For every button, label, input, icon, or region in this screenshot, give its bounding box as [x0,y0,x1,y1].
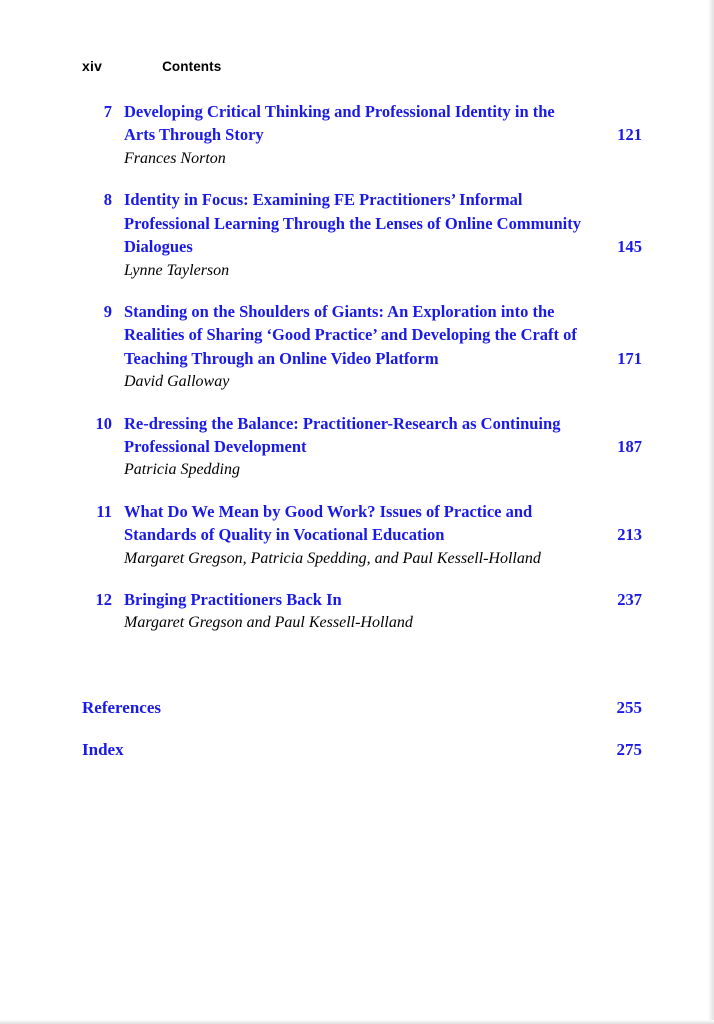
toc-entry[interactable] [82,588,642,635]
chapter-title[interactable]: Identity in Focus: Examining FE Practitioners’ Informal Professional Learning Through the Lenses of Online Community Dialogues [124,190,582,257]
backmatter-label[interactable]: Index [82,740,124,759]
folio-number: xiv [82,58,103,74]
chapter-number: 9 [103,301,112,321]
toc-entry[interactable] [82,412,642,482]
backmatter-entry-references[interactable] [82,698,642,718]
chapter-number: 10 [95,413,112,433]
running-head [82,58,642,74]
chapter-number: 12 [95,590,112,610]
chapter-title[interactable]: What Do We Mean by Good Work? Issues of Practice and Standards of Quality in Vocational Education [124,501,533,545]
page-bottom-edge-shadow [0,1020,714,1024]
chapter-number: 8 [103,190,112,210]
toc-entry[interactable] [82,300,642,394]
chapter-page-number: 171 [617,348,642,368]
toc-entry[interactable] [82,100,642,170]
chapter-page-number: 187 [617,436,642,456]
chapter-author: Frances Norton [124,149,226,167]
backmatter-list [82,698,642,782]
chapter-page-number: 213 [617,524,642,544]
chapter-number: 7 [103,102,112,121]
chapter-page-number: 121 [617,125,642,144]
chapter-title[interactable]: Developing Critical Thinking and Professional Identity in the Arts Through Story [124,102,555,145]
chapter-author: Patricia Spedding [124,461,240,479]
backmatter-page-number: 255 [616,698,642,717]
chapter-title[interactable]: Standing on the Shoulders of Giants: An Exploration into the Realities of Sharing ‘Good Practice’ and Developing the Craft of Teaching Through an Online Video Platform [124,301,577,368]
chapter-author: Margaret Gregson and Paul Kessell-Holland [124,614,413,632]
chapter-page-number: 145 [617,237,642,257]
toc-entry[interactable] [82,188,642,282]
chapter-title[interactable]: Bringing Practitioners Back In [124,590,342,610]
chapter-page-number: 237 [617,590,642,610]
running-head-title: Contents [162,59,222,74]
page-right-edge-shadow [708,0,714,1024]
toc-entry[interactable] [82,500,642,570]
backmatter-label[interactable]: References [82,698,161,717]
backmatter-page-number: 275 [616,740,642,759]
chapter-author: Lynne Taylerson [124,261,230,279]
backmatter-entry-index[interactable] [82,740,642,760]
chapter-author: Margaret Gregson, Patricia Spedding, and Paul Kessell-Holland [124,549,541,567]
table-of-contents [82,100,642,653]
chapter-title[interactable]: Re-dressing the Balance: Practitioner-Research as Continuing Professional Development [124,413,561,456]
chapter-author: David Galloway [124,373,230,391]
chapter-number: 11 [96,501,112,521]
